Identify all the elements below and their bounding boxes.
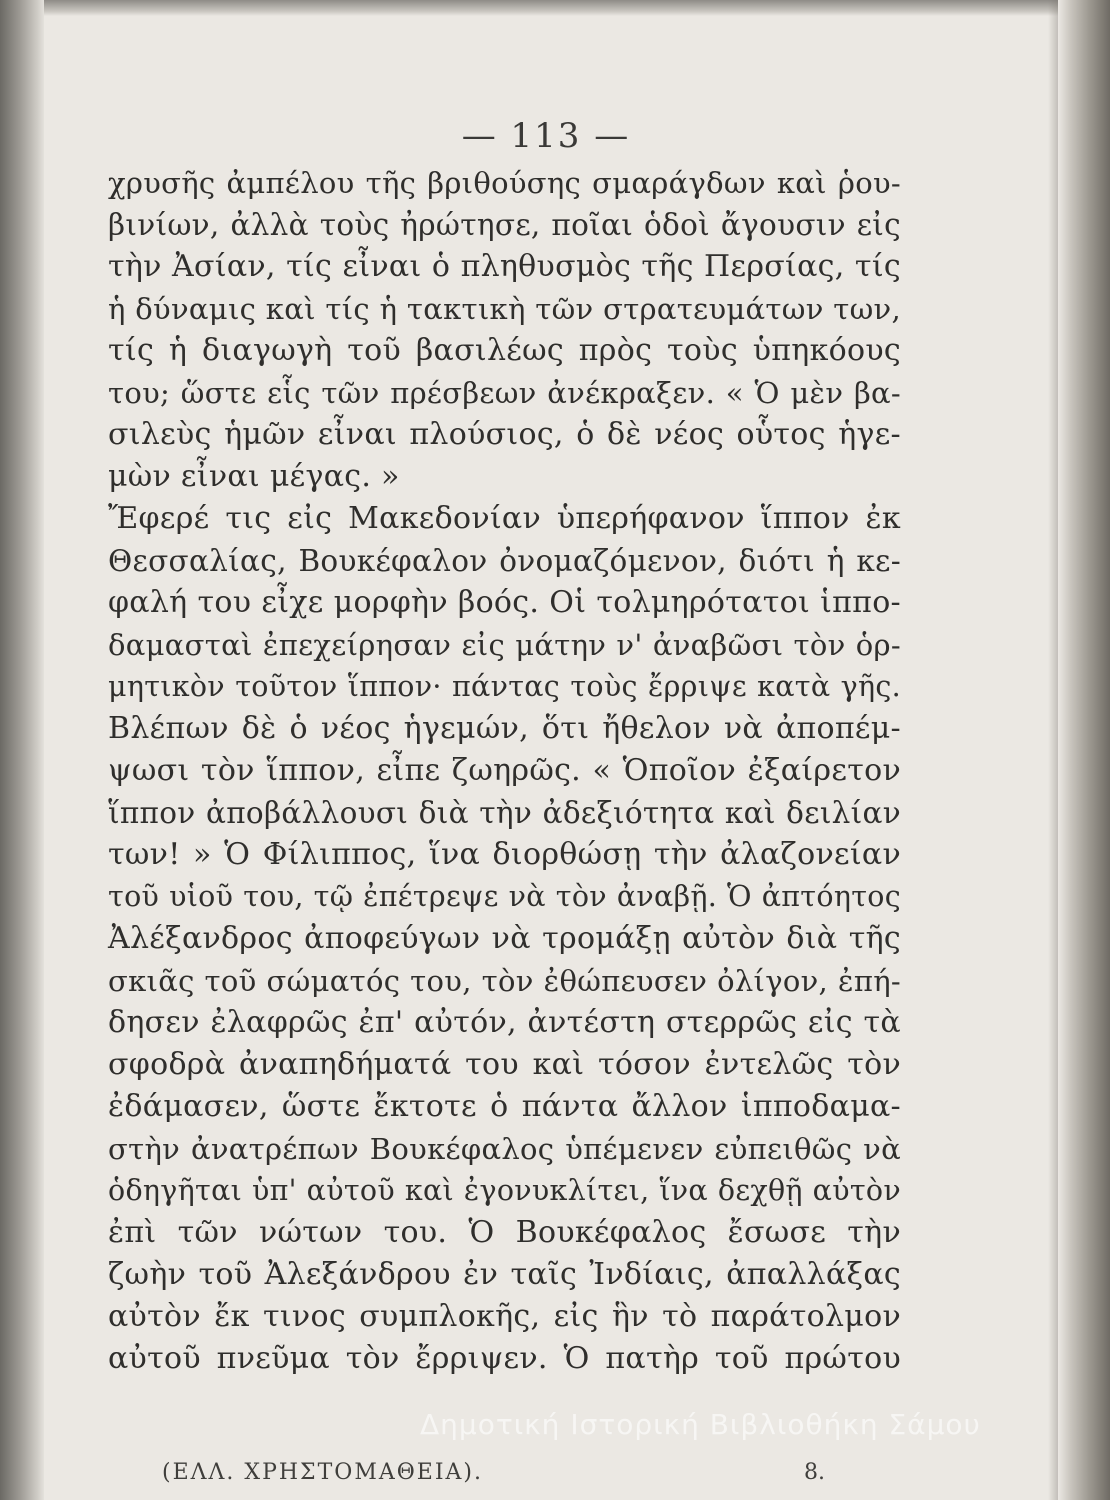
text-line: τίς ἡ διαγωγὴ τοῦ βασιλέως πρὸς τοὺς ὑπηκόους bbox=[108, 333, 901, 368]
text-line: δησεν ἐλαφρῶς ἐπ' αὐτόν, ἀντέστη στερρῶς εἰς τὰ bbox=[108, 1005, 901, 1040]
text-line: του; ὥστε εἷς τῶν πρέσβεων ἀνέκραξεν. « Ὁ μὲν βα- bbox=[108, 376, 901, 410]
body-text bbox=[108, 162, 901, 1380]
text-line: Θεσσαλίας, Βουκέφαλον ὀνομαζόμενον, διότι ἡ κε- bbox=[108, 544, 901, 578]
text-line: δαμασταὶ ἐπεχείρησαν εἰς μάτην ν' ἀναβῶσι τὸν ὁρ- bbox=[108, 628, 901, 662]
text-line: ὁδηγῆται ὑπ' αὐτοῦ καὶ ἐγονυκλίτει, ἵνα δεχθῇ αὐτὸν bbox=[108, 1174, 901, 1207]
text-line: σκιᾶς τοῦ σώματός του, τὸν ἐθώπευσεν ὀλίγον, ἐπή- bbox=[108, 964, 901, 998]
text-line: τοῦ υἱοῦ του, τῷ ἐπέτρεψε νὰ τὸν ἀναβῇ. Ὁ ἀπτόητος bbox=[108, 880, 901, 913]
text-line: ψωσι τὸν ἵππον, εἶπε ζωηρῶς. « Ὁποῖον ἐξαίρετον bbox=[108, 753, 901, 788]
text-line: τὴν Ἀσίαν, τίς εἶναι ὁ πληθυσμὸς τῆς Περσίας, τίς bbox=[108, 249, 901, 284]
text-line: χρυσῆς ἀμπέλου τῆς βριθούσης σμαράγδων καὶ ῥου- bbox=[108, 166, 901, 200]
text-line: σιλεὺς ἡμῶν εἶναι πλούσιος, ὁ δὲ νέος οὗτος ἡγε- bbox=[108, 417, 901, 452]
book-gutter bbox=[0, 0, 44, 1500]
text-line: φαλή του εἶχε μορφὴν βοός. Οἱ τολμηρότατοι ἱππο- bbox=[108, 585, 901, 620]
text-line: Ἀλέξανδρος ἀποφεύγων νὰ τρομάξῃ αὐτὸν διὰ τῆς bbox=[108, 921, 901, 956]
text-line: στὴν ἀνατρέπων Βουκέφαλος ὑπέμενεν εὐπειθῶς νὰ bbox=[108, 1132, 901, 1166]
library-watermark: Δημοτική Ιστορική Βιβλιοθήκη Σάμου bbox=[420, 1408, 981, 1441]
page-number: — 113 — bbox=[461, 116, 631, 156]
text-line: Ἔφερέ τις εἰς Μακεδονίαν ὑπερήφανον ἵππον ἐκ bbox=[108, 501, 901, 536]
text-line: βινίων, ἀλλὰ τοὺς ἠρώτησε, ποῖαι ὁδοὶ ἄγουσιν εἰς bbox=[108, 208, 901, 242]
text-line: ἵππον ἀποβάλλουσι διὰ τὴν ἀδεξιότητα καὶ δειλίαν bbox=[108, 796, 901, 830]
page-right-shadow bbox=[1048, 0, 1058, 1500]
page-fore-edge bbox=[1058, 0, 1110, 1500]
text-line: ἐπὶ τῶν νώτων του. Ὁ Βουκέφαλος ἔσωσε τὴν bbox=[108, 1215, 901, 1250]
text-line: ἡ δύναμις καὶ τίς ἡ τακτικὴ τῶν στρατευμάτων των, bbox=[108, 292, 901, 326]
text-line: μὼν εἶναι μέγας. » bbox=[108, 459, 400, 494]
book-page bbox=[44, 16, 1048, 1500]
text-line: αὐτοῦ πνεῦμα τὸν ἔρριψεν. Ὁ πατὴρ τοῦ πρώτου bbox=[108, 1341, 901, 1376]
text-line: αὐτὸν ἔκ τινος συμπλοκῆς, εἰς ἣν τὸ παράτολμον bbox=[108, 1299, 901, 1334]
sheet-number: 8. bbox=[804, 1460, 825, 1485]
text-line: σφοδρὰ ἀναπηδήματά του καὶ τόσον ἐντελῶς τὸν bbox=[108, 1047, 901, 1082]
text-line: ἐδάμασεν, ὥστε ἔκτοτε ὁ πάντα ἄλλον ἱπποδαμα- bbox=[108, 1089, 901, 1124]
text-line: ζωὴν τοῦ Ἀλεξάνδρου ἐν ταῖς Ἰνδίαις, ἀπαλλάξας bbox=[108, 1257, 901, 1292]
text-line: Βλέπων δὲ ὁ νέος ἡγεμών, ὅτι ἤθελον νὰ ἀποπέμ- bbox=[108, 711, 901, 746]
text-line: των! » Ὁ Φίλιππος, ἵνα διορθώσῃ τὴν ἀλαζονείαν bbox=[108, 837, 901, 872]
text-line: μητικὸν τοῦτον ἵππον· πάντας τοὺς ἔρριψε κατὰ γῆς. bbox=[108, 670, 901, 703]
printer-signature: (ΕΛΛ. ΧΡΗΣΤΟΜΑΘΕΙΑ). bbox=[162, 1460, 483, 1485]
page-top-edge bbox=[0, 0, 1110, 16]
